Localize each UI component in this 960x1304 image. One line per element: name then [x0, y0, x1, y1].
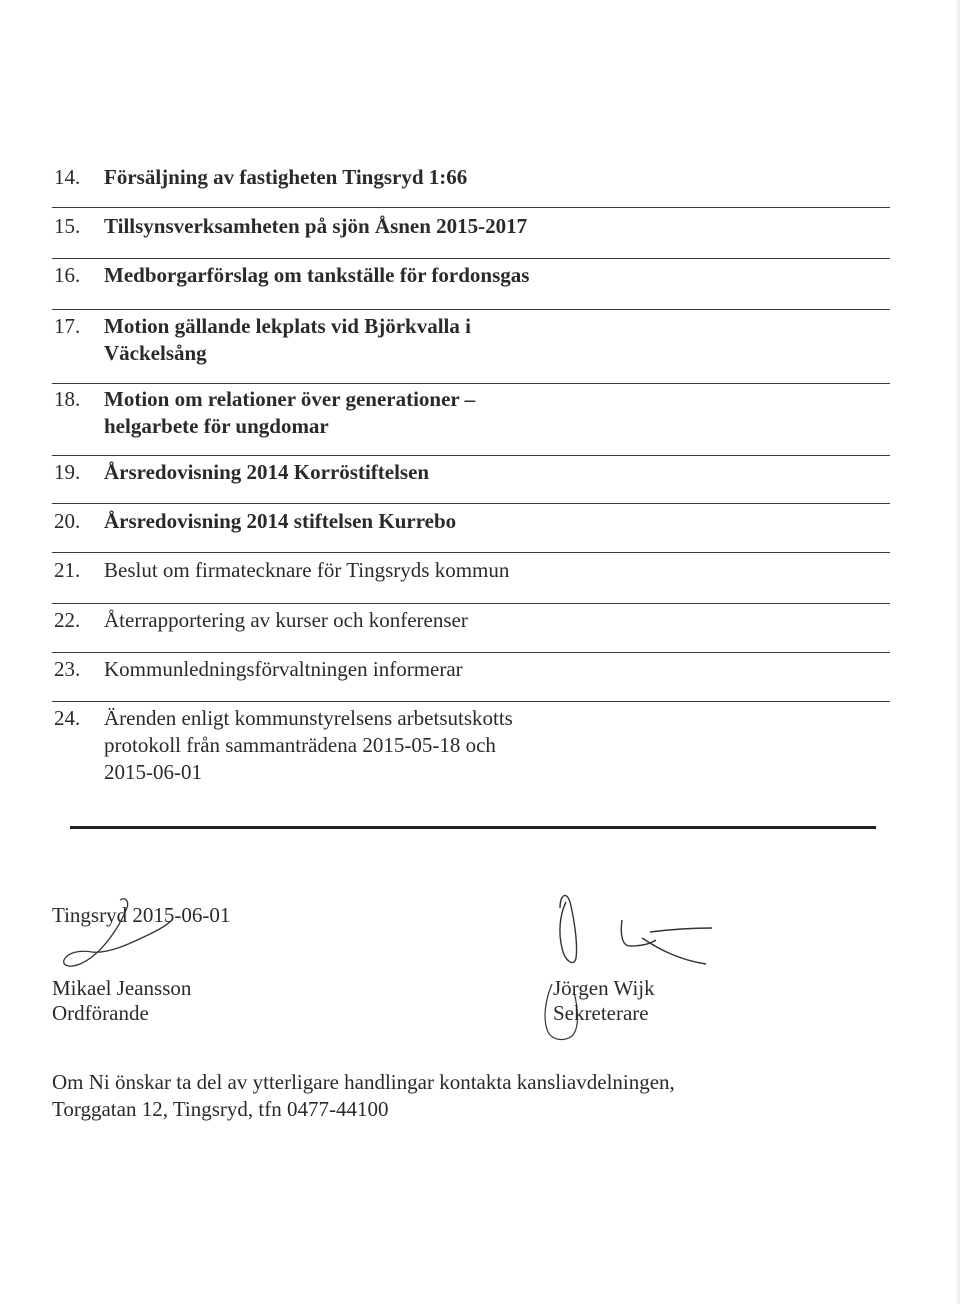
agenda-number: 19.: [54, 460, 81, 484]
agenda-title: Medborgarförslag om tankställe för fordonsgas: [104, 263, 530, 287]
agenda-title: Motion gällande lekplats vid Björkvalla i Väckelsång: [104, 314, 471, 365]
footer-contact: [52, 1069, 752, 1123]
place-date: Tingsryd 2015-06-01: [52, 903, 231, 927]
agenda-title: Tillsynsverksamheten på sjön Åsnen 2015-2017: [104, 214, 528, 238]
agenda-title: Motion om relationer över generationer – helgarbete för ungdomar: [104, 387, 476, 438]
secretary-role: Sekreterare: [553, 1001, 649, 1025]
section-divider: [70, 826, 876, 829]
divider: [52, 309, 890, 310]
agenda-title: Återrapportering av kurser och konferenser: [104, 608, 468, 632]
agenda-number: 14.: [54, 165, 81, 189]
divider: [52, 603, 890, 604]
agenda-number: 21.: [54, 558, 81, 582]
agenda-title: Kommunledningsförvaltningen informerar: [104, 657, 463, 681]
agenda-title: Årsredovisning 2014 Korröstiftelsen: [104, 460, 430, 484]
divider: [52, 503, 890, 504]
divider: [52, 552, 890, 553]
agenda-number: 22.: [54, 608, 81, 632]
agenda-number: 23.: [54, 657, 81, 681]
page-edge: [954, 0, 960, 1304]
chair-role: Ordförande: [52, 1001, 149, 1025]
agenda-title: Beslut om firmatecknare för Tingsryds kommun: [104, 558, 510, 582]
agenda-title: Försäljning av fastigheten Tingsryd 1:66: [104, 165, 468, 189]
agenda-number: 17.: [54, 314, 81, 338]
divider: [52, 652, 890, 653]
divider: [52, 383, 890, 384]
agenda-title: Ärenden enligt kommunstyrelsens arbetsutskotts protokoll från sammanträdena 2015-05-18 och 2015-06-01: [104, 706, 513, 784]
divider: [52, 701, 890, 702]
secretary-name: Jörgen Wijk: [553, 976, 655, 1000]
agenda-number: 24.: [54, 706, 81, 730]
footer-line-2: Torggatan 12, Tingsryd, tfn 0477-44100: [52, 1097, 389, 1121]
agenda-number: 16.: [54, 263, 81, 287]
divider: [52, 455, 890, 456]
agenda-title: Årsredovisning 2014 stiftelsen Kurrebo: [104, 509, 457, 533]
agenda-number: 18.: [54, 387, 81, 411]
agenda-number: 15.: [54, 214, 81, 238]
chair-name: Mikael Jeansson: [52, 976, 192, 1000]
footer-line-1: Om Ni önskar ta del av ytterligare handlingar kontakta kansliavdelningen,: [52, 1070, 675, 1094]
agenda-number: 20.: [54, 509, 81, 533]
divider: [52, 207, 890, 208]
left-signature-mark: [50, 888, 190, 978]
divider: [52, 258, 890, 259]
